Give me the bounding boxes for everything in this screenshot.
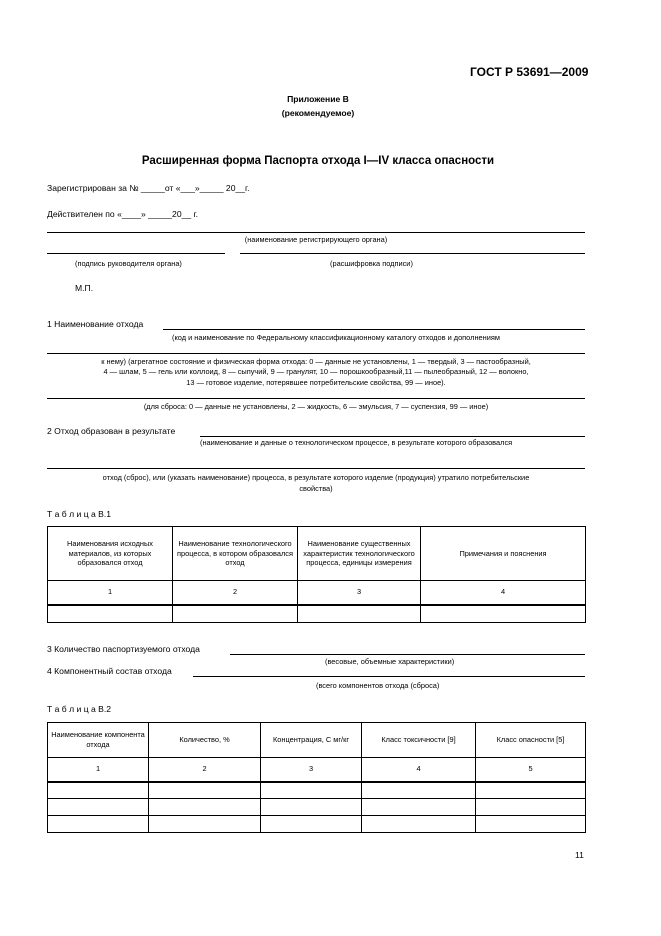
appendix-note: (рекомендуемое) <box>281 108 355 118</box>
table2-col-number: 1 <box>48 758 149 782</box>
section1-caption3: 4 — шлам, 5 — гель или коллоид, 8 — сыпучий, 9 — гранулят, 10 — порошкообразный,11 — пылеобразный, 12 — волокно, <box>103 367 529 376</box>
table1-col-number: 1 <box>48 581 173 605</box>
stamp-place: М.П. <box>75 283 94 293</box>
decode-line <box>240 253 585 254</box>
table2-col-number: 5 <box>476 758 586 782</box>
table2-label: Т а б л и ц а В.2 <box>47 704 112 714</box>
table1-label: Т а б л и ц а В.1 <box>47 509 112 519</box>
registered-line: Зарегистрирован за № _____от «___»_____ 20__г. <box>47 183 250 193</box>
org-line <box>47 232 585 233</box>
table2-col-number: 2 <box>149 758 261 782</box>
table1-col-number: 2 <box>173 581 298 605</box>
valid-line: Действителен по «____» _____20__ г. <box>47 209 199 219</box>
table2-col-number: 3 <box>261 758 362 782</box>
section1-caption4: 13 — готовое изделие, потерявшее потребительские свойства, 99 — иное). <box>186 378 446 387</box>
table-row <box>48 816 586 833</box>
table1-header: Наименования исходных материалов, из которых образовался отход <box>48 527 173 581</box>
section2-caption3: свойства) <box>299 484 333 493</box>
section1-line <box>163 329 585 330</box>
section1-caption: (код и наименование по Федеральному классификационному каталогу отходов и дополнениям <box>172 333 500 342</box>
table2-header: Класс опасности [5] <box>476 723 586 758</box>
section1-line3 <box>47 398 585 399</box>
section3-label: 3 Количество паспортизуемого отхода <box>47 644 200 654</box>
section1-label: 1 Наименование отхода <box>47 319 144 329</box>
sign-caption: (подпись руководителя органа) <box>75 259 182 268</box>
section1-caption2: к нему) (агрегатное состояние и физическая форма отхода: 0 — данные не установлены, 1 — твердый, 3 — пастообразный, <box>101 357 531 366</box>
page-title: Расширенная форма Паспорта отхода I—IV класса опасности <box>141 155 495 167</box>
table1-header: Наименование технологического процесса, в котором образовался отход <box>173 527 298 581</box>
section2-caption1: (наименование и данные о технологическом процессе, в результате которого образовался <box>200 438 513 447</box>
section1-line2 <box>47 353 585 354</box>
section1-caption5: (для сброса: 0 — данные не установлены, 2 — жидкость, 6 — эмульсия, 7 — суспензия, 99 — иное) <box>143 402 489 411</box>
table2-header: Наименование компонента отхода <box>48 723 149 758</box>
section3-line <box>230 654 585 655</box>
table2-col-number: 4 <box>362 758 476 782</box>
standard-number: ГОСТ Р 53691—2009 <box>470 65 589 79</box>
table1-col-number: 3 <box>298 581 421 605</box>
table1-col-number: 4 <box>421 581 586 605</box>
section2-line2 <box>47 468 585 469</box>
table1-header: Наименование существенных характеристик технологического процесса, единицы измерения <box>298 527 421 581</box>
table-row <box>48 799 586 816</box>
section2-label: 2 Отход образован в результате <box>47 426 176 436</box>
decode-caption: (расшифровка подписи) <box>330 259 413 268</box>
section4-caption: (всего компонентов отхода (сброса) <box>316 681 440 690</box>
org-caption: (наименование регистрирующего органа) <box>244 235 388 244</box>
table2-header: Класс токсичности [9] <box>362 723 476 758</box>
section4-line <box>193 676 585 677</box>
page-number: 11 <box>575 850 584 860</box>
table-b1 <box>47 526 586 623</box>
section4-label: 4 Компонентный состав отхода <box>47 666 172 676</box>
table-b2 <box>47 722 586 833</box>
appendix-title: Приложение В <box>287 94 349 104</box>
table2-header: Концентрация, С мг/кг <box>261 723 362 758</box>
table-row <box>48 605 586 623</box>
section2-line <box>200 436 585 437</box>
table-row <box>48 782 586 799</box>
table2-header: Количество, % <box>149 723 261 758</box>
section3-caption: (весовые, объемные характеристики) <box>325 657 455 666</box>
section2-caption2: отход (сброс), или (указать наименование) процесса, в результате которого изделие (продукция) утратило потребительские <box>102 473 530 482</box>
table1-header: Примечания и пояснения <box>421 527 586 581</box>
signature-line <box>47 253 225 254</box>
